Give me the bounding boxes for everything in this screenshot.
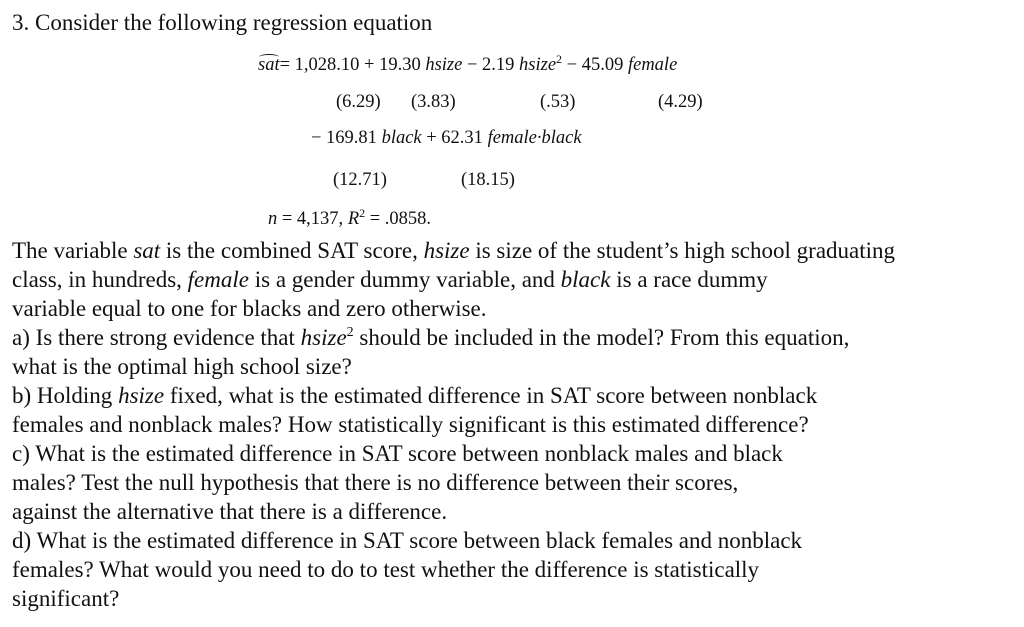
equation-female-coef: − 45.09 [562, 55, 628, 75]
equation-lhs-sat-hat: sat [258, 55, 280, 75]
equation-hsize-sq-coef: − 2.19 [462, 55, 520, 75]
part-b-line-1: b) Holding hsize fixed, what is the estimated difference in SAT score between nonblack [12, 383, 818, 408]
equation-line-1 [258, 52, 677, 76]
part-a-line-1: a) Is there strong evidence that hsize$^2$ should be included in the model? From this equation, [12, 325, 850, 350]
var-hsize: hsize [423, 238, 470, 263]
part-d-line-2: females? What would you need to do to test whether the difference is statistically [12, 557, 760, 582]
part-a-exponent: 2 [346, 325, 354, 340]
se-black: (12.71) [333, 170, 387, 190]
equation-exponent: 2 [556, 52, 563, 66]
equation-var-female: female [627, 55, 678, 75]
question-title: 3. Consider the following regression equation [12, 10, 433, 35]
stat-r-symbol: R [347, 209, 360, 229]
equation-var-hsize-sq: hsize [519, 55, 557, 75]
description-line-2: class, in hundreds, female is a gender dummy variable, and black is a race dummy [12, 267, 768, 292]
var-female: female [187, 267, 249, 292]
question-body [12, 236, 1012, 613]
equation-black-coef: − 169.81 [311, 128, 382, 148]
se-intercept: (6.29) [336, 92, 381, 112]
equation-interaction-coef: + 62.31 [421, 128, 488, 148]
stat-n-value: = 4,137, [277, 209, 348, 229]
regression-stats [268, 206, 431, 230]
description-line-3: variable equal to one for blacks and zero otherwise. [12, 296, 487, 321]
stat-r-value: = .0858. [365, 209, 432, 229]
stat-n-symbol: n [268, 209, 278, 229]
part-c-line-1: c) What is the estimated difference in SAT score between nonblack males and black [12, 441, 783, 466]
stat-r-exponent: 2 [359, 206, 366, 220]
part-b-var-hsize: hsize [118, 383, 165, 408]
part-d-line-3: significant? [12, 586, 120, 611]
se-female: (4.29) [658, 92, 703, 112]
description-line-1: The variable sat is the combined SAT score, hsize is size of the student’s high school graduating [12, 238, 896, 263]
equation-line-2 [311, 128, 582, 149]
part-b-line-2: females and nonblack males? How statistically significant is this estimated difference? [12, 412, 809, 437]
part-a-line-2: what is the optimal high school size? [12, 354, 352, 379]
se-hsize-sq: (.53) [540, 92, 576, 112]
equation-var-black: black [381, 128, 422, 148]
se-hsize: (3.83) [411, 92, 456, 112]
equation-var-female-black: female·black [487, 128, 582, 148]
part-a-var-hsize: hsize [300, 325, 347, 350]
part-c-line-3: against the alternative that there is a difference. [12, 499, 448, 524]
se-female-black: (18.15) [461, 170, 515, 190]
var-black: black [560, 267, 611, 292]
equation-intercept-term: = 1,028.10 + 19.30 [279, 55, 426, 75]
part-c-line-2: males? Test the null hypothesis that there is no difference between their scores, [12, 470, 739, 495]
var-sat: sat [133, 238, 161, 263]
equation-var-hsize: hsize [425, 55, 463, 75]
part-d-line-1: d) What is the estimated difference in SAT score between black females and nonblack [12, 528, 803, 553]
